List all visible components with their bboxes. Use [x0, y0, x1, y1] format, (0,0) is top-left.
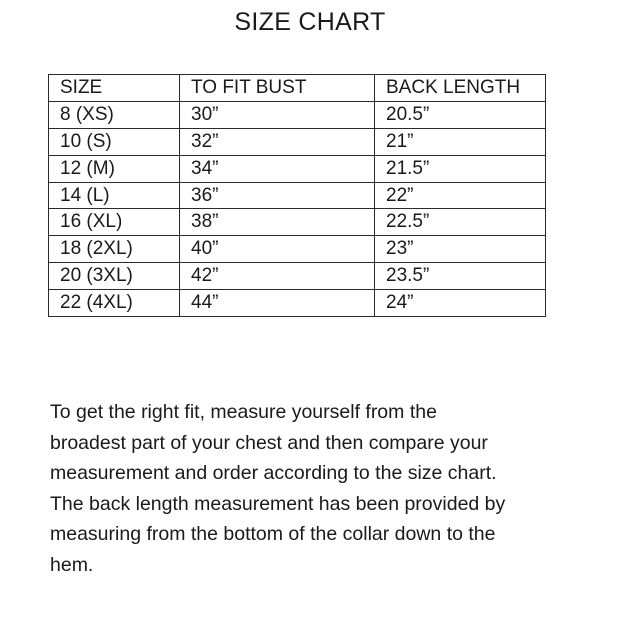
- table-row: [49, 155, 546, 182]
- cell-back-length: 22”: [375, 182, 546, 209]
- table-row: [49, 236, 546, 263]
- cell-back-length: 24”: [375, 290, 546, 317]
- instruction-line: measurement and order according to the size chart.: [50, 462, 497, 484]
- header-back-length: BACK LENGTH: [375, 75, 546, 102]
- table-row: [49, 263, 546, 290]
- cell-size: 20 (3XL): [49, 263, 180, 290]
- cell-back-length: 23”: [375, 236, 546, 263]
- cell-bust: 32”: [180, 128, 375, 155]
- instruction-line: To get the right fit, measure yourself from the: [50, 401, 437, 423]
- cell-bust: 34”: [180, 155, 375, 182]
- table-row: [49, 290, 546, 317]
- cell-back-length: 20.5”: [375, 101, 546, 128]
- header-to-fit-bust: TO FIT BUST: [180, 75, 375, 102]
- cell-size: 12 (M): [49, 155, 180, 182]
- cell-back-length: 21”: [375, 128, 546, 155]
- cell-back-length: 22.5”: [375, 209, 546, 236]
- instruction-line: measuring from the bottom of the collar down to the: [50, 523, 496, 545]
- instruction-line: broadest part of your chest and then compare your: [50, 431, 488, 454]
- cell-size: 8 (XS): [49, 101, 180, 128]
- cell-size: 16 (XL): [49, 209, 180, 236]
- cell-bust: 42”: [180, 263, 375, 290]
- instruction-line: The back length measurement has been provided by: [50, 492, 506, 515]
- table-row: [49, 101, 546, 128]
- table-row: [49, 182, 546, 209]
- header-size: SIZE: [49, 75, 180, 102]
- instruction-line: hem.: [50, 553, 94, 576]
- cell-size: 10 (S): [49, 128, 180, 155]
- cell-bust: 38”: [180, 209, 375, 236]
- page-title: SIZE CHART: [234, 8, 386, 36]
- size-chart-table: [48, 74, 546, 317]
- cell-back-length: 23.5”: [375, 263, 546, 290]
- cell-bust: 30”: [180, 101, 375, 128]
- table-row: [49, 209, 546, 236]
- cell-size: 18 (2XL): [49, 236, 180, 263]
- cell-size: 14 (L): [49, 182, 180, 209]
- cell-bust: 36”: [180, 182, 375, 209]
- cell-size: 22 (4XL): [49, 290, 180, 317]
- cell-bust: 40”: [180, 236, 375, 263]
- cell-back-length: 21.5”: [375, 155, 546, 182]
- table-row: [49, 128, 546, 155]
- cell-bust: 44”: [180, 290, 375, 317]
- table-header-row: [49, 75, 546, 102]
- fit-instructions: [50, 397, 590, 580]
